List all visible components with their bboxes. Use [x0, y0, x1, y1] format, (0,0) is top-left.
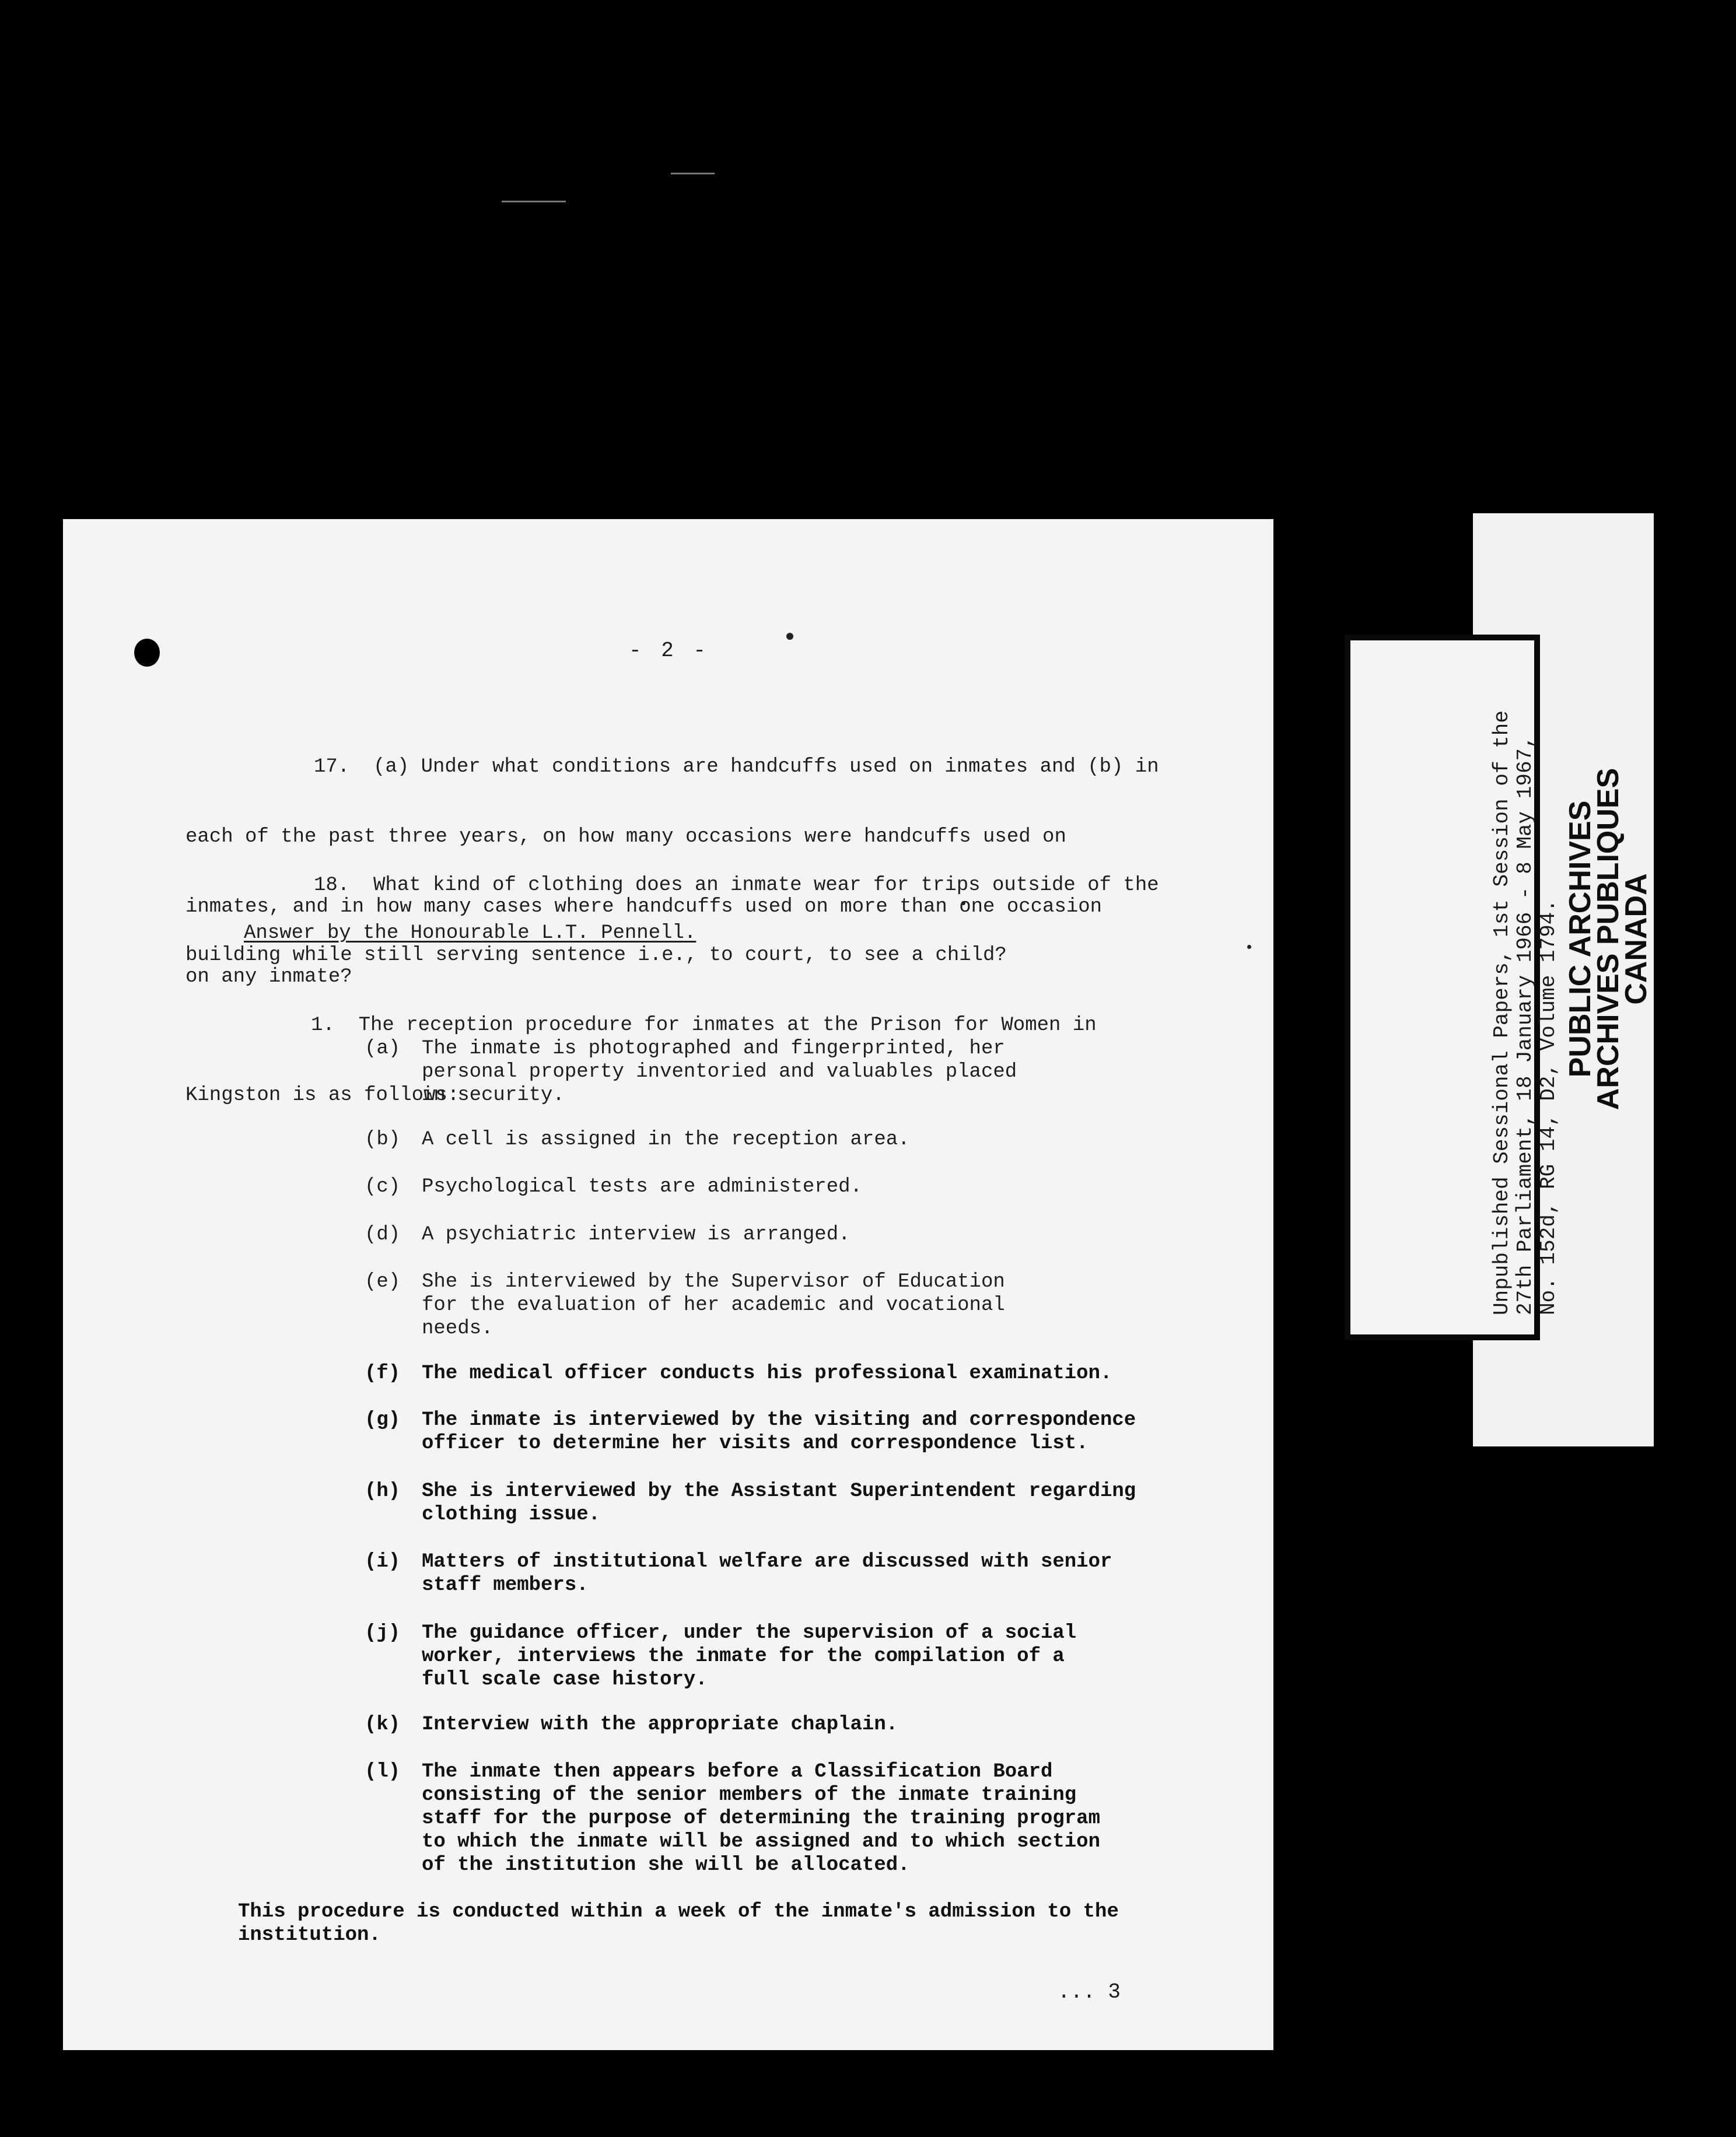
question-17-line: each of the past three years, on how many occasions were handcuffs used on: [186, 826, 1066, 848]
procedure-item-text: The inmate then appears before a Classification Board consisting of the senior members of the inmate training staff for the purpose of determining the training program to which the inmate will be assigned and to which section of the institution she will be allocated.: [422, 1761, 1100, 1876]
page-number: - 2 -: [629, 639, 710, 663]
procedure-item-letter: (f): [365, 1362, 401, 1385]
procedure-item-text: A psychiatric interview is arranged.: [422, 1224, 850, 1246]
question-17-line: on any inmate?: [186, 966, 352, 988]
procedure-item-letter: (j): [365, 1622, 401, 1644]
procedure-item-letter: (a): [365, 1038, 401, 1060]
answer-heading: Answer by the Honourable L.T. Pennell.: [244, 922, 696, 944]
archive-stamp-line: PUBLIC ARCHIVES: [1563, 800, 1597, 1078]
document-page: [63, 519, 1273, 2050]
procedure-item-letter: (h): [365, 1480, 401, 1502]
archive-citation: Unpublished Sessional Papers, 1st Session of the 27th Parliament, 18 January 1966 - 8 May 1967, No. 152d, RG 14, D2, Volume 1794.: [1490, 710, 1560, 1315]
ink-speck: [1247, 945, 1251, 949]
procedure-item-letter: (d): [365, 1224, 401, 1246]
procedure-item-text: The inmate is photographed and fingerprinted, her personal property inventoried and valuables placed in security.: [422, 1038, 1017, 1106]
archive-stamp-line: CANADA: [1619, 873, 1653, 1005]
question-18-line: building while still serving sentence i.e., to court, to see a child?: [186, 944, 1007, 966]
continued-marker: ... 3: [1058, 1980, 1121, 2004]
procedure-item-letter: (l): [365, 1761, 401, 1783]
procedure-item-letter: (g): [365, 1409, 401, 1431]
archive-stamp: [1563, 735, 1653, 1143]
answer-intro-line: Kingston is as follows:: [186, 1084, 460, 1106]
procedure-item-letter: (e): [365, 1271, 401, 1293]
punch-hole: [134, 639, 160, 667]
archive-stamp-line: ARCHIVES PUBLIQUES: [1591, 768, 1625, 1110]
procedure-item-text: Psychological tests are administered.: [422, 1176, 862, 1198]
procedure-item-letter: (b): [365, 1129, 401, 1151]
film-scratch: [502, 201, 566, 202]
procedure-item-text: Interview with the appropriate chaplain.: [422, 1714, 898, 1736]
procedure-item-text: She is interviewed by the Assistant Superintendent regarding clothing issue.: [422, 1480, 1136, 1526]
procedure-item-text: She is interviewed by the Supervisor of Education for the evaluation of her academic and vocational needs.: [422, 1271, 1005, 1340]
answer-intro-line: 1. The reception procedure for inmates at the Prison for Women in: [311, 1014, 1097, 1036]
ink-speck: [786, 633, 793, 640]
procedure-item-text: The guidance officer, under the supervision of a social worker, interviews the inmate for the compilation of a full scale case history.: [422, 1622, 1077, 1691]
procedure-item-letter: (c): [365, 1176, 401, 1198]
procedure-item-letter: (i): [365, 1551, 401, 1573]
question-18-line: 18. What kind of clothing does an inmate wear for trips outside of the: [314, 874, 1159, 896]
question-17-line: 17. (a) Under what conditions are handcuffs used on inmates and (b) in: [314, 756, 1159, 778]
procedure-item-text: A cell is assigned in the reception area.: [422, 1129, 910, 1151]
question-17-line: inmates, and in how many cases where handcuffs used on more than one occasion: [186, 896, 1102, 918]
closing-paragraph: This procedure is conducted within a week of the inmate's admission to the institution.: [238, 1901, 1119, 1946]
procedure-item-letter: (k): [365, 1714, 401, 1736]
procedure-item-text: The medical officer conducts his professional examination.: [422, 1362, 1112, 1385]
procedure-item-text: The inmate is interviewed by the visiting and correspondence officer to determine her visits and correspondence list.: [422, 1409, 1136, 1455]
film-scratch: [671, 173, 715, 174]
procedure-item-text: Matters of institutional welfare are discussed with senior staff members.: [422, 1551, 1112, 1596]
